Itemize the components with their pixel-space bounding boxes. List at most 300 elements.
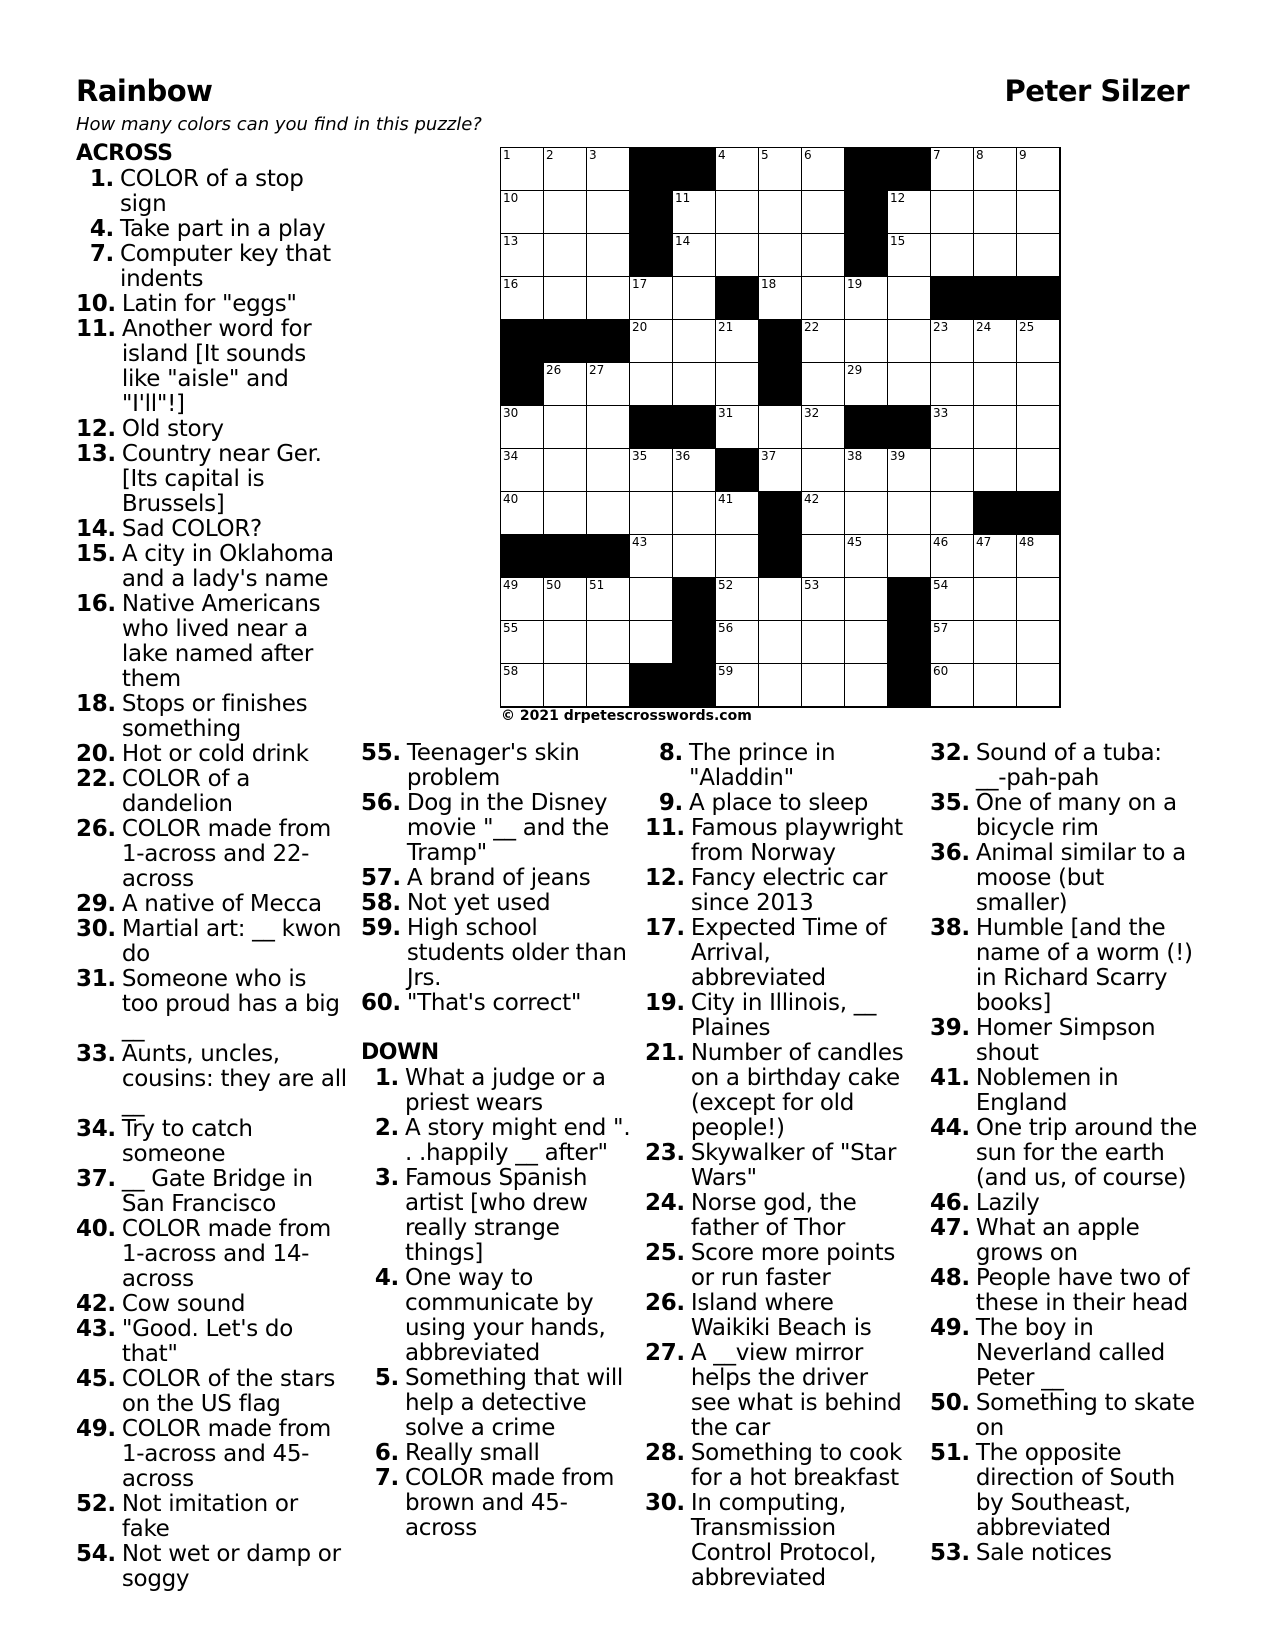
clue-item [361, 1366, 631, 1441]
clue-number: 43. [76, 1316, 116, 1342]
clue-text: Take part in a play [120, 216, 326, 242]
grid-cell[interactable] [587, 449, 630, 492]
grid-cell[interactable] [845, 363, 888, 406]
grid-cell[interactable] [501, 406, 544, 449]
cell-number: 25 [1019, 320, 1035, 334]
grid-cell[interactable] [716, 492, 759, 535]
grid-cell[interactable] [1017, 621, 1060, 664]
cell-number: 21 [718, 320, 734, 334]
grid-cell[interactable] [802, 492, 845, 535]
clue-text: Stops or finishes something [121, 691, 308, 742]
clue-text: COLOR made from 1-across and 22-across [121, 816, 331, 892]
grid-cell[interactable] [931, 148, 974, 191]
clue-item [645, 791, 907, 816]
clue-number: 25. [645, 1240, 685, 1266]
grid-cell[interactable] [587, 621, 630, 664]
grid-cell[interactable] [1017, 406, 1060, 449]
grid-cell[interactable] [1017, 234, 1060, 277]
grid-cell[interactable] [587, 234, 630, 277]
down-clues-column-3 [930, 741, 1198, 1566]
cell-number: 50 [546, 578, 562, 592]
grid-cell[interactable] [587, 664, 630, 707]
clue-number: 53. [930, 1540, 970, 1566]
grid-block [630, 148, 673, 191]
grid-cell[interactable] [974, 191, 1017, 234]
clue-item [76, 517, 348, 542]
cell-number: 60 [933, 664, 949, 678]
grid-cell[interactable] [802, 449, 845, 492]
clue-number: 20. [76, 741, 116, 767]
clue-text: Native Americans who lived near a lake named after them [121, 591, 321, 692]
clue-item [76, 317, 348, 417]
grid-cell[interactable] [888, 535, 931, 578]
grid-block [587, 535, 630, 578]
clue-number: 4. [89, 216, 114, 242]
clue-number: 11. [645, 815, 685, 841]
grid-cell[interactable] [501, 234, 544, 277]
grid-cell[interactable] [544, 406, 587, 449]
clue-number: 9. [658, 790, 683, 816]
grid-cell[interactable] [673, 320, 716, 363]
clue-number: 40. [76, 1216, 116, 1242]
cell-number: 40 [503, 492, 519, 506]
grid-cell[interactable] [974, 148, 1017, 191]
grid-cell[interactable] [501, 578, 544, 621]
clue-number: 44. [930, 1115, 970, 1141]
grid-cell[interactable] [716, 578, 759, 621]
clue-text: Computer key that indents [120, 241, 331, 292]
clue-number: 51. [930, 1440, 970, 1466]
grid-block [544, 320, 587, 363]
cell-number: 45 [847, 535, 863, 549]
clue-number: 38. [930, 915, 970, 941]
clue-item [361, 741, 629, 791]
grid-block [974, 492, 1017, 535]
clue-item [76, 692, 348, 742]
puzzle-title: Rainbow [76, 74, 213, 108]
grid-cell[interactable] [845, 664, 888, 707]
grid-cell[interactable] [845, 621, 888, 664]
grid-cell[interactable] [802, 191, 845, 234]
clue-item [930, 1266, 1198, 1316]
clue-text: One way to communicate by using your hands, abbreviated [405, 1265, 606, 1366]
grid-cell[interactable] [974, 664, 1017, 707]
cell-number: 29 [847, 363, 863, 377]
clue-text: Not imitation or fake [121, 1491, 298, 1542]
grid-cell[interactable] [1017, 535, 1060, 578]
clue-item [645, 866, 907, 916]
grid-cell[interactable] [802, 363, 845, 406]
grid-cell[interactable] [931, 363, 974, 406]
grid-cell[interactable] [716, 363, 759, 406]
clue-text: Noblemen in England [975, 1065, 1119, 1116]
clue-item [76, 417, 348, 442]
cell-number: 19 [847, 277, 863, 291]
clue-item [76, 1367, 348, 1417]
cell-number: 3 [589, 148, 597, 162]
grid-cell[interactable] [544, 578, 587, 621]
grid-cell[interactable] [974, 449, 1017, 492]
grid-cell[interactable] [974, 621, 1017, 664]
clue-text: COLOR of a dandelion [121, 766, 250, 817]
grid-cell[interactable] [759, 449, 802, 492]
clue-number: 45. [76, 1366, 116, 1392]
clue-item [76, 242, 348, 292]
cell-number: 43 [632, 535, 648, 549]
grid-cell[interactable] [673, 234, 716, 277]
clue-text: High school students older than Jrs. [406, 915, 627, 991]
cell-number: 15 [890, 234, 906, 248]
grid-cell[interactable] [716, 406, 759, 449]
grid-cell[interactable] [673, 277, 716, 320]
cell-number: 9 [1019, 148, 1027, 162]
clue-text: Hot or cold drink [121, 741, 309, 767]
grid-cell[interactable] [759, 406, 802, 449]
grid-cell[interactable] [501, 191, 544, 234]
grid-cell[interactable] [802, 234, 845, 277]
clue-number: 1. [374, 1065, 399, 1091]
clue-number: 39. [930, 1015, 970, 1041]
clue-text: Cow sound [121, 1291, 246, 1317]
clue-number: 23. [645, 1140, 685, 1166]
grid-cell[interactable] [544, 664, 587, 707]
clue-text: What an apple grows on [975, 1215, 1140, 1266]
grid-cell[interactable] [845, 449, 888, 492]
across-clues-column-1 [76, 167, 348, 1592]
clue-number: 32. [930, 740, 970, 766]
clue-item [930, 1116, 1198, 1191]
cell-number: 47 [976, 535, 992, 549]
cell-number: 52 [718, 578, 734, 592]
clue-item [361, 916, 629, 991]
grid-cell[interactable] [716, 535, 759, 578]
cell-number: 58 [503, 664, 519, 678]
clue-item [76, 967, 348, 1042]
grid-cell[interactable] [931, 320, 974, 363]
grid-cell[interactable] [802, 277, 845, 320]
clue-number: 26. [76, 816, 116, 842]
grid-cell[interactable] [587, 578, 630, 621]
grid-cell[interactable] [974, 578, 1017, 621]
clue-item [76, 1217, 348, 1292]
grid-cell[interactable] [587, 492, 630, 535]
clue-number: 4. [374, 1265, 399, 1291]
clue-item [645, 1491, 907, 1591]
grid-cell[interactable] [931, 406, 974, 449]
grid-cell[interactable] [716, 621, 759, 664]
grid-cell[interactable] [630, 492, 673, 535]
grid-cell[interactable] [1017, 363, 1060, 406]
clue-text: Someone who is too proud has a big __ [121, 966, 340, 1042]
grid-cell[interactable] [845, 320, 888, 363]
grid-block [1017, 277, 1060, 320]
clue-number: 28. [645, 1440, 685, 1466]
clue-text: COLOR of the stars on the US flag [121, 1366, 336, 1417]
clue-number: 41. [930, 1065, 970, 1091]
clue-item [76, 1417, 348, 1492]
clue-item [645, 1141, 907, 1191]
grid-cell[interactable] [759, 277, 802, 320]
clue-text: A brand of jeans [406, 865, 591, 891]
clue-text: A __view mirror helps the driver see what is behind the car [690, 1340, 902, 1441]
grid-cell[interactable] [673, 535, 716, 578]
grid-cell[interactable] [716, 664, 759, 707]
clue-item [361, 1441, 631, 1466]
clue-number: 11. [76, 316, 116, 342]
grid-cell[interactable] [759, 578, 802, 621]
grid-cell[interactable] [974, 363, 1017, 406]
grid-cell[interactable] [845, 535, 888, 578]
clue-number: 19. [645, 990, 685, 1016]
grid-cell[interactable] [501, 664, 544, 707]
grid-cell[interactable] [501, 492, 544, 535]
grid-cell[interactable] [716, 234, 759, 277]
grid-cell[interactable] [931, 449, 974, 492]
grid-block [544, 535, 587, 578]
clue-number: 6. [374, 1440, 399, 1466]
grid-block [716, 277, 759, 320]
grid-cell[interactable] [845, 492, 888, 535]
clue-item [76, 892, 348, 917]
down-clues-column-2 [645, 741, 907, 1591]
grid-cell[interactable] [931, 621, 974, 664]
grid-cell[interactable] [630, 449, 673, 492]
grid-cell[interactable] [845, 578, 888, 621]
cell-number: 24 [976, 320, 992, 334]
grid-cell[interactable] [544, 621, 587, 664]
clue-text: A place to sleep [689, 790, 869, 816]
grid-cell[interactable] [501, 449, 544, 492]
clue-item [76, 817, 348, 892]
clue-text: Fancy electric car since 2013 [690, 865, 888, 916]
grid-cell[interactable] [759, 664, 802, 707]
clue-text: COLOR of a stop sign [120, 166, 304, 217]
clue-item [76, 167, 348, 217]
clue-item [76, 1042, 348, 1117]
grid-cell[interactable] [802, 578, 845, 621]
cell-number: 48 [1019, 535, 1035, 549]
cell-number: 27 [589, 363, 605, 377]
grid-block [845, 406, 888, 449]
clue-item [76, 1117, 348, 1167]
clue-text: A story might end ". . .happily __ after" [405, 1115, 631, 1166]
grid-block [845, 191, 888, 234]
clue-number: 46. [930, 1190, 970, 1216]
clue-text: Famous Spanish artist [who drew really strange things] [405, 1165, 588, 1266]
clue-item [361, 1116, 631, 1166]
cell-number: 12 [890, 191, 906, 205]
grid-cell[interactable] [888, 277, 931, 320]
grid-cell[interactable] [587, 277, 630, 320]
grid-cell[interactable] [974, 406, 1017, 449]
grid-cell[interactable] [759, 621, 802, 664]
grid-block [673, 621, 716, 664]
grid-cell[interactable] [1017, 320, 1060, 363]
grid-cell[interactable] [974, 234, 1017, 277]
grid-cell[interactable] [544, 234, 587, 277]
grid-block [587, 320, 630, 363]
clue-item [76, 292, 348, 317]
grid-cell[interactable] [630, 535, 673, 578]
clue-number: 27. [645, 1340, 685, 1366]
grid-cell[interactable] [802, 535, 845, 578]
grid-cell[interactable] [587, 406, 630, 449]
cell-number: 37 [761, 449, 777, 463]
grid-cell[interactable] [630, 320, 673, 363]
grid-cell[interactable] [1017, 148, 1060, 191]
grid-cell[interactable] [888, 449, 931, 492]
clue-item [76, 917, 348, 967]
grid-cell[interactable] [630, 578, 673, 621]
grid-cell[interactable] [888, 363, 931, 406]
clue-text: Sound of a tuba: __-pah-pah [975, 740, 1162, 791]
clue-item [361, 1466, 631, 1541]
grid-cell[interactable] [673, 191, 716, 234]
clue-item [930, 1066, 1198, 1116]
grid-cell[interactable] [759, 191, 802, 234]
clue-text: Teenager's skin problem [406, 740, 580, 791]
grid-cell[interactable] [931, 191, 974, 234]
clue-item [645, 1341, 907, 1441]
grid-cell[interactable] [673, 449, 716, 492]
clue-item [76, 767, 348, 817]
clue-number: 26. [645, 1290, 685, 1316]
grid-cell[interactable] [716, 148, 759, 191]
grid-cell[interactable] [802, 406, 845, 449]
cell-number: 16 [503, 277, 519, 291]
grid-cell[interactable] [974, 320, 1017, 363]
cell-number: 33 [933, 406, 949, 420]
grid-block [501, 320, 544, 363]
clue-text: Something to cook for a hot breakfast [690, 1440, 902, 1491]
clue-item [76, 742, 348, 767]
clue-number: 49. [930, 1315, 970, 1341]
grid-block [888, 621, 931, 664]
clue-item [76, 1317, 348, 1367]
grid-cell[interactable] [845, 277, 888, 320]
grid-cell[interactable] [759, 148, 802, 191]
cell-number: 23 [933, 320, 949, 334]
grid-cell[interactable] [501, 277, 544, 320]
cell-number: 5 [761, 148, 769, 162]
grid-block [845, 234, 888, 277]
grid-cell[interactable] [544, 449, 587, 492]
grid-cell[interactable] [759, 234, 802, 277]
clue-item [361, 1066, 631, 1116]
clue-text: "That's correct" [406, 990, 582, 1016]
clue-number: 16. [76, 591, 116, 617]
down-heading: DOWN [361, 1040, 439, 1065]
cell-number: 11 [675, 191, 691, 205]
grid-cell[interactable] [587, 363, 630, 406]
clue-text: What a judge or a priest wears [405, 1065, 606, 1116]
clue-number: 35. [930, 790, 970, 816]
grid-cell[interactable] [802, 621, 845, 664]
grid-cell[interactable] [888, 320, 931, 363]
grid-cell[interactable] [974, 535, 1017, 578]
grid-cell[interactable] [1017, 191, 1060, 234]
grid-block [888, 406, 931, 449]
grid-cell[interactable] [931, 492, 974, 535]
clue-number: 59. [361, 915, 401, 941]
cell-number: 22 [804, 320, 820, 334]
grid-block [630, 234, 673, 277]
crossword-grid [500, 147, 1061, 708]
grid-block [673, 578, 716, 621]
grid-block [673, 406, 716, 449]
clue-item [361, 991, 629, 1016]
cell-number: 10 [503, 191, 519, 205]
grid-cell[interactable] [1017, 664, 1060, 707]
grid-cell[interactable] [544, 191, 587, 234]
grid-cell[interactable] [673, 363, 716, 406]
clue-number: 7. [374, 1465, 399, 1491]
grid-cell[interactable] [888, 234, 931, 277]
grid-cell[interactable] [931, 664, 974, 707]
clue-item [645, 1241, 907, 1291]
grid-cell[interactable] [630, 363, 673, 406]
cell-number: 41 [718, 492, 734, 506]
clue-number: 7. [89, 241, 114, 267]
cell-number: 55 [503, 621, 519, 635]
clue-text: City in Illinois, __ Plaines [690, 990, 877, 1041]
grid-cell[interactable] [587, 191, 630, 234]
grid-cell[interactable] [587, 148, 630, 191]
clue-number: 24. [645, 1190, 685, 1216]
grid-cell[interactable] [544, 277, 587, 320]
grid-cell[interactable] [888, 492, 931, 535]
grid-cell[interactable] [1017, 578, 1060, 621]
grid-cell[interactable] [544, 363, 587, 406]
clue-text: Aunts, uncles, cousins: they are all __ [121, 1041, 347, 1117]
grid-cell[interactable] [802, 148, 845, 191]
grid-cell[interactable] [501, 621, 544, 664]
grid-cell[interactable] [716, 320, 759, 363]
grid-cell[interactable] [931, 578, 974, 621]
clue-number: 17. [645, 915, 685, 941]
clue-number: 8. [658, 740, 683, 766]
grid-cell[interactable] [802, 664, 845, 707]
clue-item [930, 1391, 1198, 1441]
clue-text: Not yet used [406, 890, 551, 916]
grid-cell[interactable] [501, 148, 544, 191]
grid-cell[interactable] [630, 621, 673, 664]
grid-cell[interactable] [1017, 449, 1060, 492]
clue-text: Try to catch someone [121, 1116, 253, 1167]
clue-item [361, 1166, 631, 1266]
clue-item [930, 1016, 1198, 1066]
grid-cell[interactable] [630, 277, 673, 320]
clue-text: The opposite direction of South by Southeast, abbreviated [975, 1440, 1175, 1541]
clue-text: Martial art: __ kwon do [121, 916, 342, 967]
grid-cell[interactable] [931, 234, 974, 277]
grid-cell[interactable] [802, 320, 845, 363]
grid-cell[interactable] [544, 148, 587, 191]
clue-item [645, 916, 907, 991]
cell-number: 35 [632, 449, 648, 463]
clue-item [645, 816, 907, 866]
grid-cell[interactable] [931, 535, 974, 578]
cell-number: 7 [933, 148, 941, 162]
grid-cell[interactable] [673, 492, 716, 535]
clue-number: 57. [361, 865, 401, 891]
grid-cell[interactable] [716, 191, 759, 234]
grid-cell[interactable] [888, 191, 931, 234]
clue-item [76, 542, 348, 592]
grid-cell[interactable] [544, 492, 587, 535]
grid-block [931, 277, 974, 320]
clue-text: Latin for "eggs" [121, 291, 297, 317]
